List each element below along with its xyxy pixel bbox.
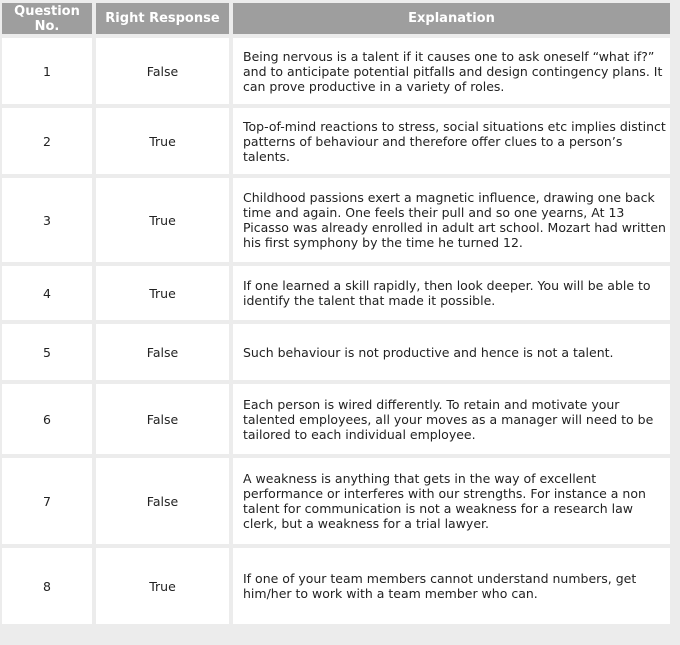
table-row: [2, 548, 670, 624]
explanation: Being nervous is a talent if it causes one to ask oneself “what if?” and to anticipate potential pitfalls and design contingency plans. It can prove productive in a variety of roles.: [233, 38, 670, 104]
explanation: Childhood passions exert a magnetic influence, drawing one back time and again. One feels their pull and so one yearns, At 13 Picasso was already enrolled in adult art school. Mozart had written his first symphony by the time he turned 12.: [233, 178, 670, 262]
question-number: 2: [2, 108, 92, 174]
header-row: [2, 3, 670, 34]
table-row: [2, 108, 670, 174]
right-response: False: [96, 458, 229, 544]
explanation: If one of your team members cannot understand numbers, get him/her to work with a team member who can.: [233, 548, 670, 624]
table-row: [2, 324, 670, 380]
header-right-response: Right Response: [96, 3, 229, 34]
question-number: 3: [2, 178, 92, 262]
right-response: False: [96, 324, 229, 380]
explanation: If one learned a skill rapidly, then look deeper. You will be able to identify the talent that made it possible.: [233, 266, 670, 320]
right-response: False: [96, 38, 229, 104]
header-explanation: Explanation: [233, 3, 670, 34]
table-row: [2, 384, 670, 454]
table-row: [2, 266, 670, 320]
right-response: False: [96, 384, 229, 454]
question-number: 5: [2, 324, 92, 380]
question-number: 4: [2, 266, 92, 320]
table-row: [2, 458, 670, 544]
table-row: [2, 38, 670, 104]
right-response: True: [96, 266, 229, 320]
explanation: Each person is wired differently. To retain and motivate your talented employees, all your moves as a manager will need to be tailored to each individual employee.: [233, 384, 670, 454]
question-number: 7: [2, 458, 92, 544]
right-response: True: [96, 548, 229, 624]
right-response: True: [96, 178, 229, 262]
explanation: A weakness is anything that gets in the way of excellent performance or interferes with our strengths. For instance a non talent for communication is not a weakness for a research law clerk, but a weakness for a trial lawyer.: [233, 458, 670, 544]
explanation: Such behaviour is not productive and hence is not a talent.: [233, 324, 670, 380]
header-question-no: Question No.: [2, 3, 92, 34]
question-number: 8: [2, 548, 92, 624]
right-response: True: [96, 108, 229, 174]
table-row: [2, 178, 670, 262]
explanation: Top-of-mind reactions to stress, social situations etc implies distinct patterns of behaviour and therefore offer clues to a person’s talents.: [233, 108, 670, 174]
question-number: 6: [2, 384, 92, 454]
question-number: 1: [2, 38, 92, 104]
